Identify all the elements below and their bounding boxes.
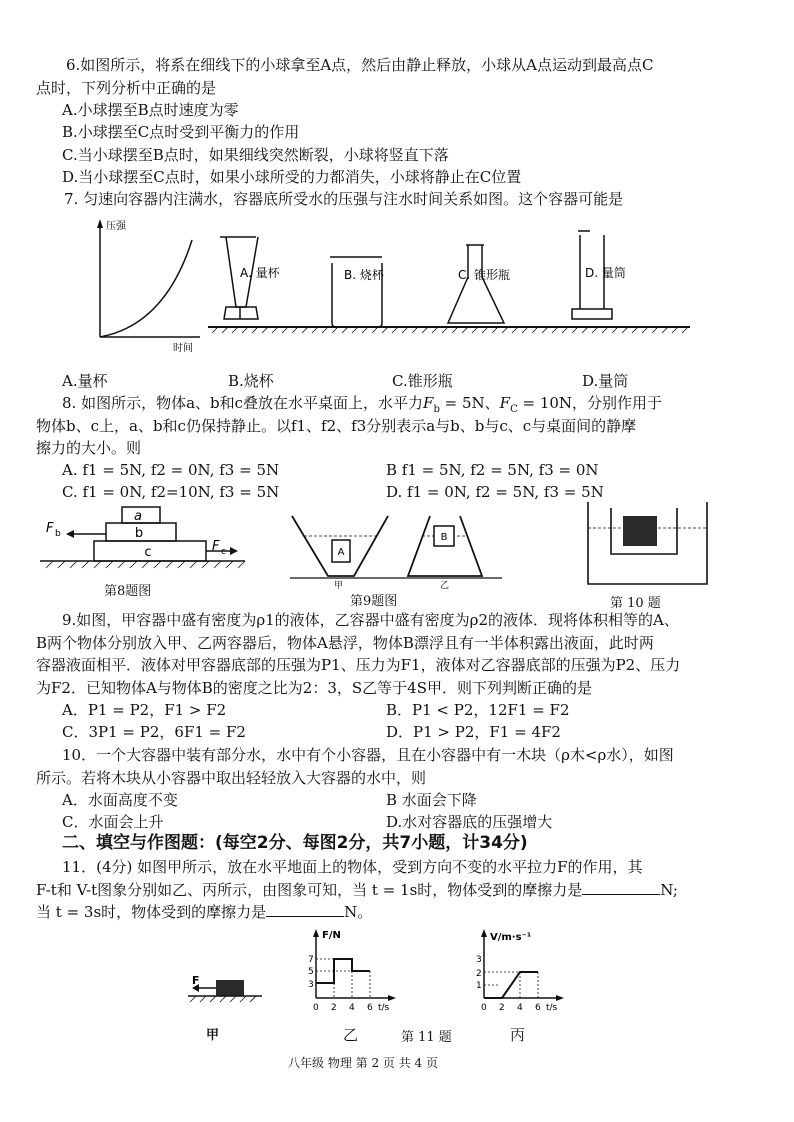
q9-option-a: A．P1 = P2，F1 > F2 bbox=[62, 701, 227, 719]
q7-option-d: D.量筒 bbox=[582, 372, 629, 390]
q11-ft-xlabel: t/s bbox=[378, 1003, 390, 1013]
q7-label-c: C. 锥形瓶 bbox=[458, 268, 511, 282]
q9-label-b: B bbox=[440, 532, 448, 543]
q11-ft-graph bbox=[296, 926, 416, 1016]
q11-vt-xtick: 0 bbox=[481, 1003, 487, 1013]
q9-figure bbox=[290, 512, 520, 591]
q11-stem-line2 bbox=[36, 880, 678, 900]
q11-vt-ytick: 3 bbox=[476, 955, 482, 965]
q11-ft-xtick: 2 bbox=[331, 1003, 337, 1013]
q6-option-a: A.小球摆至B点时速度为零 bbox=[62, 101, 239, 119]
q11-vt-xtick: 6 bbox=[535, 1003, 541, 1013]
q11-vt-xlabel: t/s bbox=[546, 1003, 558, 1013]
q11-vt-graph bbox=[466, 926, 586, 1016]
q11-figure-jia bbox=[186, 972, 276, 1006]
q8-stem-line3: 擦力的大小。则 bbox=[36, 439, 142, 457]
q11-blank-2[interactable] bbox=[266, 902, 344, 917]
q9-caption: 第9题图 bbox=[350, 594, 398, 609]
q7-label-a: A. 量杯 bbox=[240, 266, 280, 280]
q9-label-jia: 甲 bbox=[334, 581, 344, 591]
q9-stem-line1: 9.如图，甲容器中盛有密度为ρ1的液体，乙容器中盛有密度为ρ2的液体．现将体积相等的A、 bbox=[62, 611, 679, 629]
q8-option-b: B f1 = 5N, f2 = 5N, f3 = 0N bbox=[386, 461, 599, 479]
q10-option-c: C．水面会上升 bbox=[62, 813, 164, 831]
q11-stem-text2b: N; bbox=[660, 881, 678, 899]
q10-wood-block bbox=[623, 516, 657, 546]
q8-fb-symbol: F bbox=[423, 394, 434, 412]
q8-fb-value: = 5N、 bbox=[439, 394, 500, 412]
page-footer: 八年级 物理 第 2 页 共 4 页 bbox=[288, 1056, 438, 1070]
q6-stem-line1: 6.如图所示，将系在细线下的小球拿至A点，然后由静止释放，小球从A点运动到最高点C bbox=[66, 56, 654, 74]
q11-block bbox=[216, 980, 244, 996]
q11-ft-ytick: 7 bbox=[308, 955, 314, 965]
q8-label-fb-sub: b bbox=[55, 529, 61, 539]
q7-pressure-time-graph bbox=[97, 219, 200, 354]
q11-label-jia: 甲 bbox=[206, 1028, 220, 1043]
q10-option-d: D.水对容器底的压强增大 bbox=[386, 813, 553, 831]
q11-label-f: F bbox=[192, 974, 200, 987]
q11-ft-xtick: 4 bbox=[349, 1003, 355, 1013]
q8-option-d: D. f1 = 0N, f2 = 5N, f3 = 5N bbox=[386, 483, 604, 501]
q8-option-c: C. f1 = 0N, f2=10N, f3 = 5N bbox=[62, 483, 280, 501]
q8-label-a: a bbox=[134, 509, 142, 524]
q11-caption: 第 11 题 bbox=[401, 1030, 452, 1045]
q7-graph-xlabel: 时间 bbox=[173, 343, 193, 354]
q8-stem-line2: 物体b、c上，a、b和c仍保持静止。以f1、f2、f3分别表示a与b、b与c、c与桌面间的静摩 bbox=[36, 417, 637, 435]
q11-vt-xtick: 2 bbox=[499, 1003, 505, 1013]
q9-label-a: A bbox=[337, 547, 345, 558]
q11-vt-ylabel: V/m·s⁻¹ bbox=[490, 932, 532, 943]
section2-title: 二、填空与作图题：(每空2分、每图2分，共7小题，计34分) bbox=[62, 833, 528, 853]
q10-stem-line2: 所示。若将木块从小容器中取出轻轻放入大容器的水中，则 bbox=[36, 769, 427, 787]
q11-stem-line3 bbox=[36, 902, 372, 922]
q9-option-b: B．P1 < P2，12F1 = F2 bbox=[386, 701, 570, 719]
q7-label-d: D. 量筒 bbox=[585, 266, 626, 280]
q11-stem-line1: 11．(4分) 如图甲所示，放在水平地面上的物体，受到方向不变的水平拉力F的作用，其 bbox=[62, 858, 643, 876]
q7-label-b: B. 烧杯 bbox=[344, 268, 384, 282]
q8-fc-value: = 10N，分别作用于 bbox=[517, 394, 663, 412]
q11-ft-ylabel: F/N bbox=[322, 930, 341, 941]
q11-ft-ytick: 5 bbox=[308, 967, 314, 977]
q7-curve bbox=[100, 240, 192, 337]
q10-option-a: A．水面高度不变 bbox=[62, 791, 178, 809]
q10-option-b: B 水面会下降 bbox=[386, 791, 477, 809]
q7-stem: 7. 匀速向容器内注满水，容器底所受水的压强与注水时间关系如图。这个容器可能是 bbox=[64, 190, 624, 208]
q6-option-d: D.当小球摆至C点时，如果小球所受的力都消失，小球将静止在C位置 bbox=[62, 168, 522, 186]
q8-figure bbox=[40, 503, 260, 578]
q11-vt-ytick: 1 bbox=[476, 981, 482, 991]
q6-option-c: C.当小球摆至B点时，如果细线突然断裂，小球将竖直下落 bbox=[62, 146, 449, 164]
q7-graph-ylabel: 压强 bbox=[106, 221, 126, 232]
q9-option-d: D．P1 > P2，F1 = 4F2 bbox=[386, 723, 561, 741]
q11-ft-xtick: 0 bbox=[313, 1003, 319, 1013]
q11-ft-xtick: 6 bbox=[367, 1003, 373, 1013]
q9-stem-line2: B两个物体分别放入甲、乙两容器后，物体A悬浮，物体B漂浮且有一半体积露出液面，此时两 bbox=[36, 634, 654, 652]
q11-label-yi: 乙 bbox=[343, 1026, 359, 1044]
q8-option-a: A. f1 = 5N, f2 = 0N, f3 = 5N bbox=[62, 461, 280, 479]
q9-stem-line3: 容器液面相平．液体对甲容器底部的压强为P1、压力为F1，液体对乙容器底部的压强为P2、压力 bbox=[36, 656, 681, 674]
q8-fc-sub: C bbox=[510, 404, 518, 415]
q9-option-c: C．3P1 = P2，6F1 = F2 bbox=[62, 723, 246, 741]
q7-figure bbox=[80, 215, 700, 360]
q11-label-bing: 丙 bbox=[510, 1026, 526, 1044]
q7-option-c: C.锥形瓶 bbox=[392, 372, 453, 390]
q7-container-c-flask bbox=[448, 245, 504, 323]
q10-stem-line1: 10．一个大容器中装有部分水，水中有个小容器，且在小容器中有一木块（ρ木<ρ水），如图 bbox=[62, 746, 674, 764]
q11-vt-ytick: 2 bbox=[476, 969, 482, 979]
q11-stem-text3b: N。 bbox=[344, 903, 373, 921]
q10-caption: 第 10 题 bbox=[610, 596, 661, 611]
q9-label-yi: 乙 bbox=[440, 581, 450, 591]
q11-ft-ytick: 3 bbox=[308, 980, 314, 990]
q8-label-fc: F bbox=[212, 539, 220, 554]
q8-label-b: b bbox=[134, 526, 144, 541]
q6-stem-line2: 点时，下列分析中正确的是 bbox=[36, 79, 217, 97]
q8-fb-sub: b bbox=[433, 404, 440, 415]
q11-stem-text3a: 当 t = 3s时，物体受到的摩擦力是 bbox=[36, 903, 267, 921]
q8-caption: 第8题图 bbox=[104, 584, 152, 599]
q7-option-a: A.量杯 bbox=[62, 372, 108, 390]
q8-label-c: c bbox=[144, 545, 152, 560]
q8-label-fb: F bbox=[46, 521, 54, 536]
q11-blank-1[interactable] bbox=[582, 880, 660, 895]
q11-vt-xtick: 4 bbox=[517, 1003, 523, 1013]
q8-fc-symbol: F bbox=[499, 394, 511, 412]
q8-label-fc-sub: c bbox=[221, 547, 226, 557]
q6-option-b: B.小球摆至C点时受到平衡力的作用 bbox=[62, 123, 300, 141]
q7-option-b: B.烧杯 bbox=[228, 372, 274, 390]
q10-figure bbox=[585, 500, 715, 590]
q9-stem-line4: 为F2．已知物体A与物体B的密度之比为2：3，S乙等于4S甲．则下列判断正确的是 bbox=[36, 679, 592, 697]
q11-stem-text2a: F-t和 V-t图象分别如乙、丙所示，由图象可知，当 t = 1s时，物体受到的摩擦力是 bbox=[36, 881, 583, 899]
q8-stem-text1: 8. 如图所示，物体a、b和c叠放在水平桌面上，水平力 bbox=[62, 394, 424, 412]
